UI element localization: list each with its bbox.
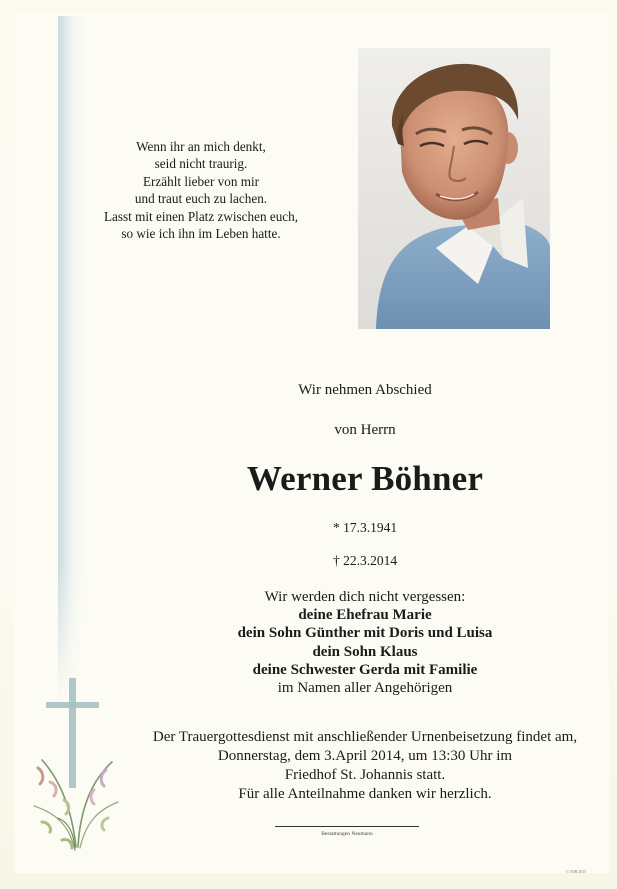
mourner-wife: deine Ehefrau Marie: [298, 607, 432, 624]
poem-line: Wenn ihr an mich denkt,: [136, 139, 266, 154]
service-line: Friedhof St. Johannis statt.: [284, 767, 446, 783]
print-code: © JOB 2015: [566, 869, 587, 874]
service-line: Donnerstag, dem 3.April 2014, um 13:30 Uhr im: [217, 748, 513, 764]
service-line: Der Trauergottesdienst mit anschließender Urnenbeisetzung findet am,: [152, 729, 578, 745]
service-details: [115, 728, 615, 804]
portrait-illustration: [358, 48, 550, 329]
signature-divider: [275, 826, 419, 827]
memorial-poem: [86, 138, 316, 242]
deceased-name: Werner Böhner: [246, 459, 484, 498]
mourners-outro: im Namen aller Angehörigen: [277, 680, 453, 697]
poem-line: seid nicht traurig.: [154, 156, 248, 172]
salutation: von Herrn: [334, 422, 396, 438]
mourner-son: dein Sohn Klaus: [312, 643, 418, 660]
poem-line: und traut euch zu lachen.: [134, 191, 268, 207]
farewell-heading: Wir nehmen Abschied: [298, 382, 432, 398]
latin-cross-icon: [28, 672, 128, 862]
birth-date: * 17.3.1941: [332, 520, 398, 535]
mourner-son: dein Sohn Günther mit Doris und Luisa: [237, 625, 493, 642]
mourners-intro: Wir werden dich nicht vergessen:: [264, 589, 466, 605]
poem-line: Erzählt lieber von mir: [142, 173, 260, 189]
portrait-photo: [358, 48, 550, 329]
death-date: † 22.3.2014: [332, 553, 398, 568]
mourners-list: [150, 588, 580, 697]
poem-line: Lasst mit einen Platz zwischen euch,: [103, 208, 299, 224]
undertaker-name: Bestattungen Neumann: [321, 831, 373, 837]
thanks-line: Für alle Anteilnahme danken wir herzlich.: [238, 786, 492, 802]
poem-line: so wie ich ihn im Leben hatte.: [121, 226, 281, 242]
mourner-sister: deine Schwester Gerda mit Familie: [252, 661, 478, 678]
